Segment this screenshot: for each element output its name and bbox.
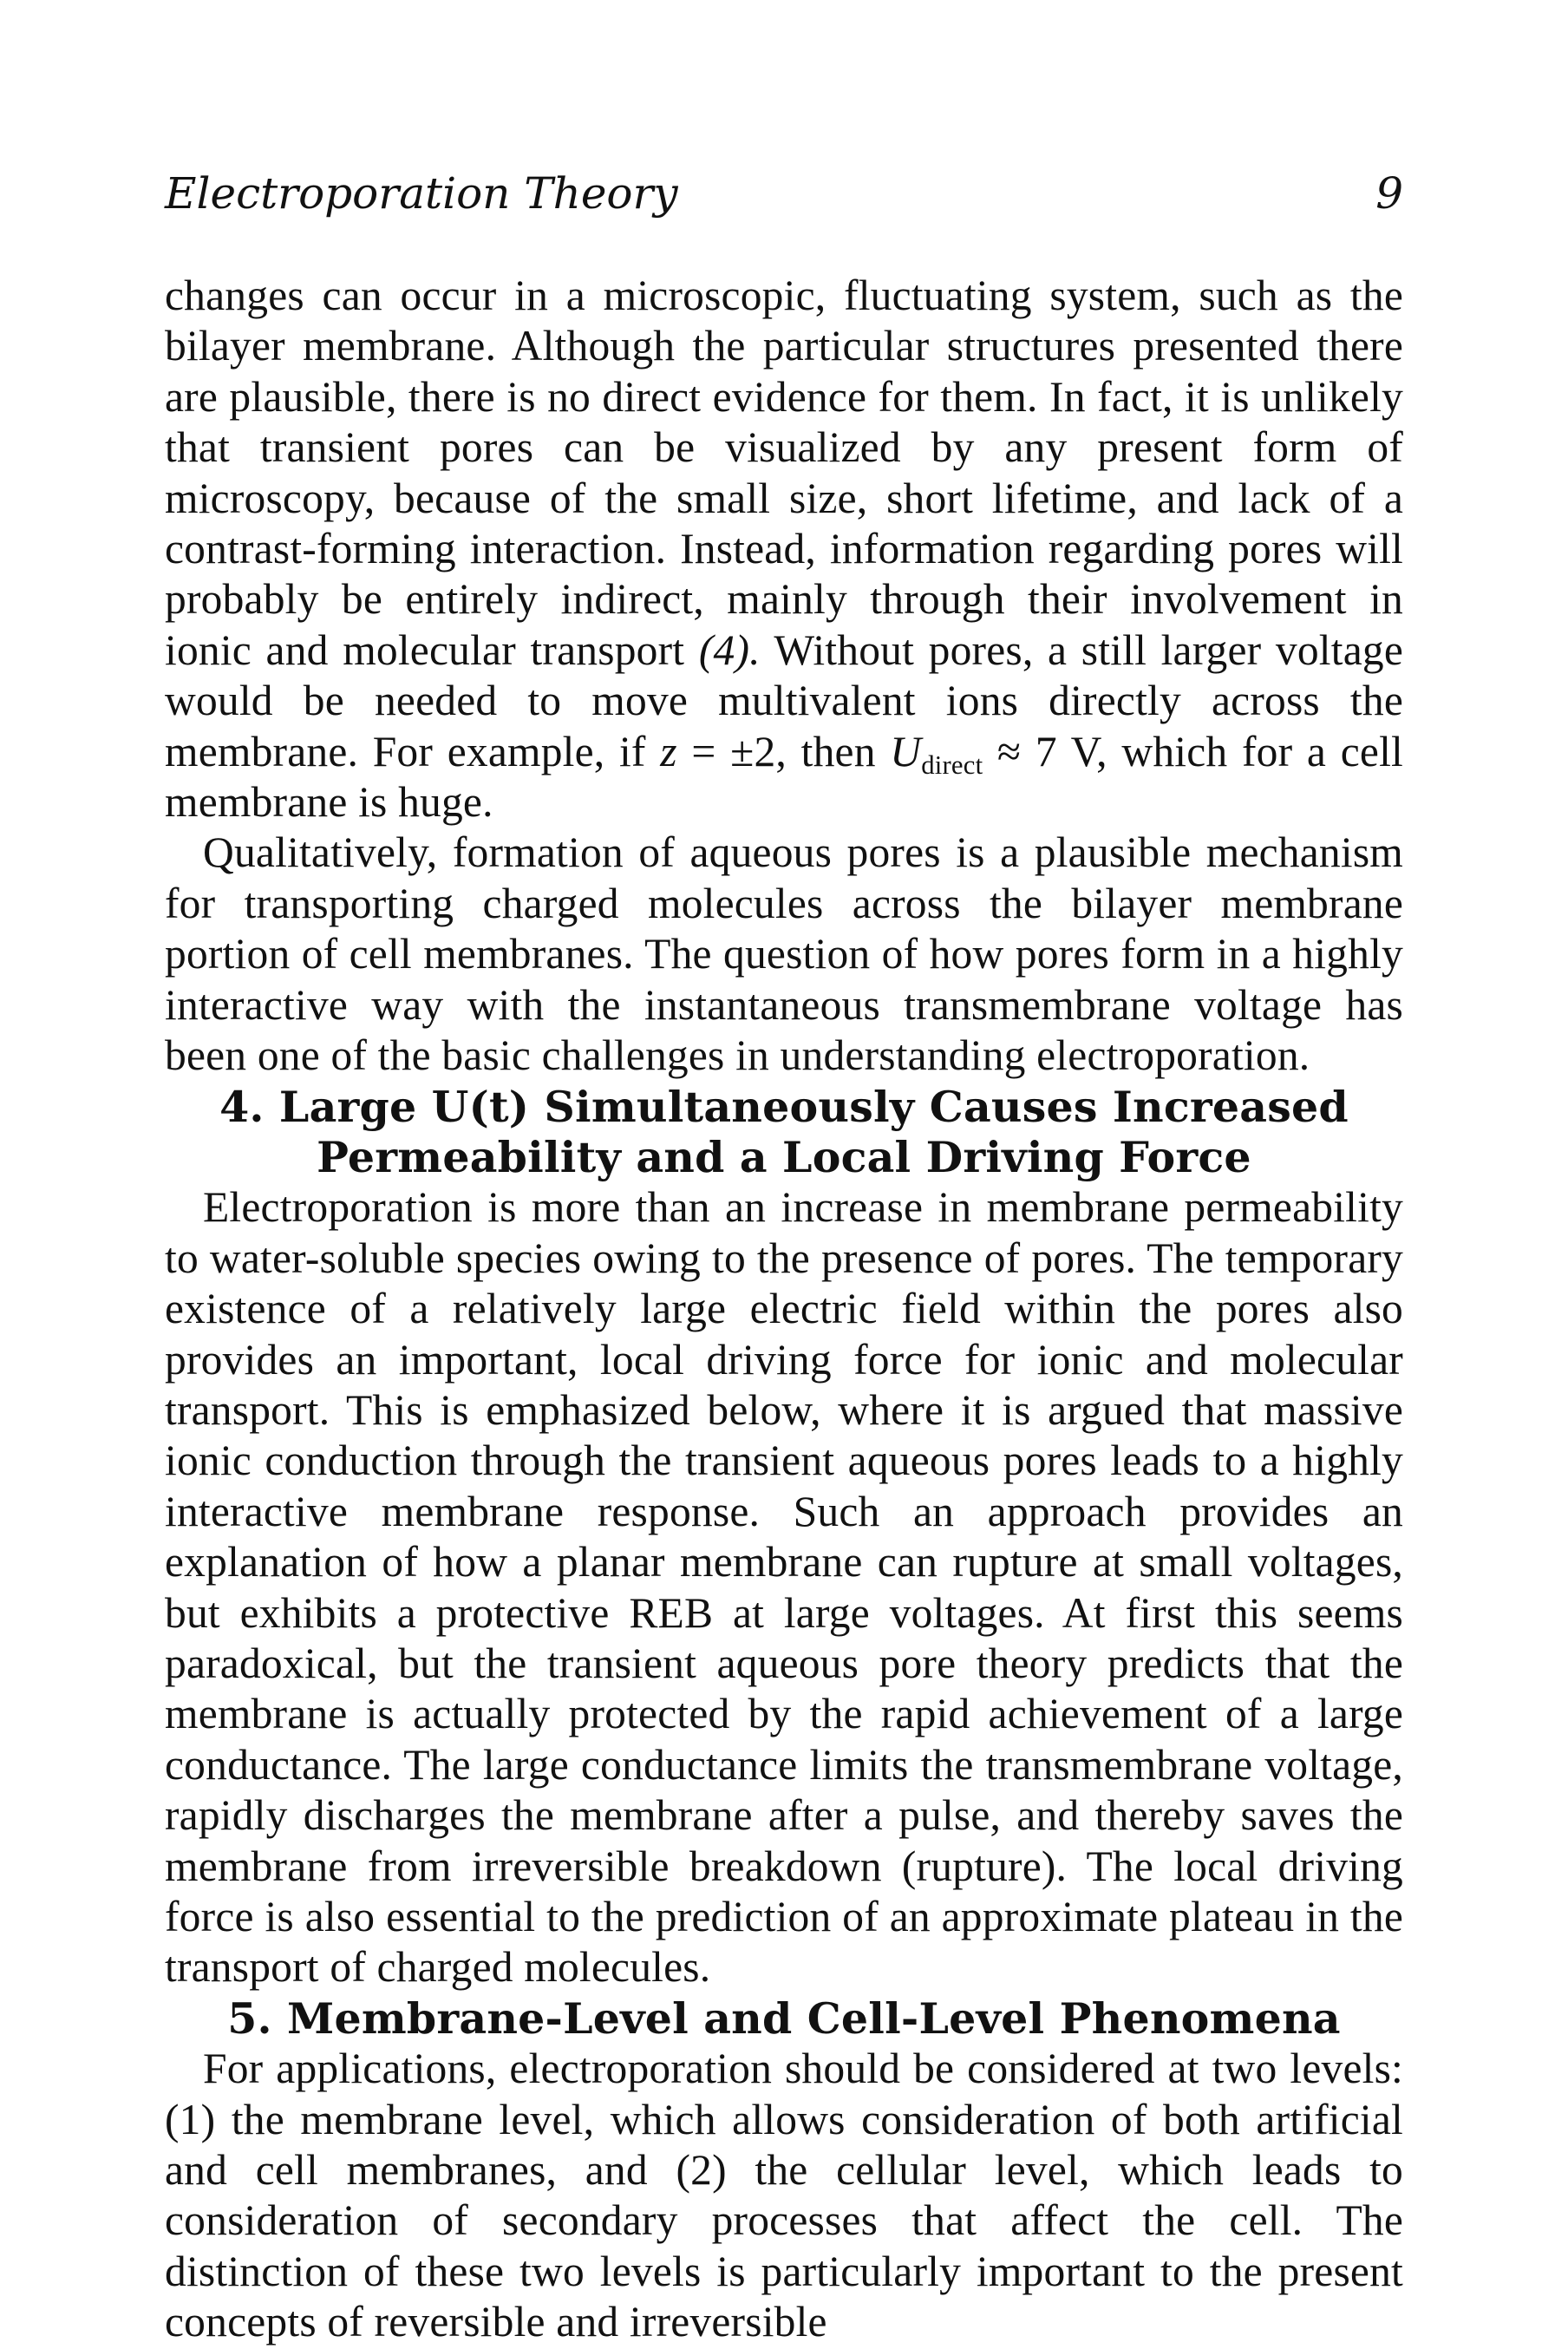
paragraph-1-text-b: Without pores, a still larger voltage would be needed to move multivalent ions directly across the membrane. For example, if [165,625,1403,775]
page-number: 9 [1375,168,1403,219]
paragraph-4: For applications, electroporation should be considered at two levels: (1) the membrane level, which allows consideration of both artificial and cell membranes, and (2) the cellular level, which leads to consideration of secondary processes that affect the cell. The distinction of these two levels is particularly important to the present concepts of reversible and irreversible [165,2045,1403,2346]
running-title: Electroporation Theory [165,168,678,219]
variable-u-subscript: direct [921,749,983,780]
running-head [165,163,1403,224]
paragraph-continuation [165,271,1403,828]
paragraph-1-text-d: ≈ 7 V, which for a cell membrane is huge. [165,727,1403,827]
variable-z: z [660,727,677,775]
paragraph-1-text-c: = ±2, then [676,727,891,775]
variable-u: U [890,727,922,775]
section-heading-4-line-2: Permeability and a Local Driving Force [317,1131,1251,1182]
section-heading-4 [165,1082,1403,1183]
body-text [165,271,1403,2348]
section-heading-5: 5. Membrane-Level and Cell-Level Phenomena [227,1992,1341,2044]
paragraph-1-text-a: changes can occur in a microscopic, fluctuating system, such as the bilayer membrane. Although the particular structures presented there are plausible, there is no direct evidence for them. In fact, it is unlikely that transient pores can be visualized by any present form of microscopy, because of the small size, short lifetime, and lack of a contrast-forming interaction. Instead, information regarding pores will probably be entirely indirect, mainly through their involvement in ionic and molecular transport [165,272,1403,674]
paragraph-3: Electroporation is more than an increase in membrane permeability to water-soluble species owing to the presence of pores. The temporary existence of a relatively large electric field within the pores also provides an important, local driving force for ionic and molecular transport. This is emphasized below, where it is argued that massive ionic conduction through the transient aqueous pores leads to a highly interactive membrane response. Such an approach provides an explanation of how a planar membrane can rupture at small voltages, but exhibits a protective REB at large voltages. At first this seems paradoxical, but the transient aqueous pore theory predicts that the membrane is actually protected by the rapid achievement of a large conductance. The large conductance limits the transmembrane voltage, rapidly discharges the membrane after a pulse, and thereby saves the membrane from irreversible breakdown (rupture). The local driving force is also essential to the prediction of an approximate plateau in the transport of charged molecules. [165,1183,1403,1992]
citation-ref: (4). [698,625,761,674]
section-heading-4-line-1: 4. Large U(t) Simultaneously Causes Increased [219,1081,1349,1132]
paragraph-2: Qualitatively, formation of aqueous pores is a plausible mechanism for transporting charged molecules across the bilayer membrane portion of cell membranes. The question of how pores form in a highly interactive way with the instantaneous transmembrane voltage has been one of the basic challenges in understanding electroporation. [165,828,1403,1080]
